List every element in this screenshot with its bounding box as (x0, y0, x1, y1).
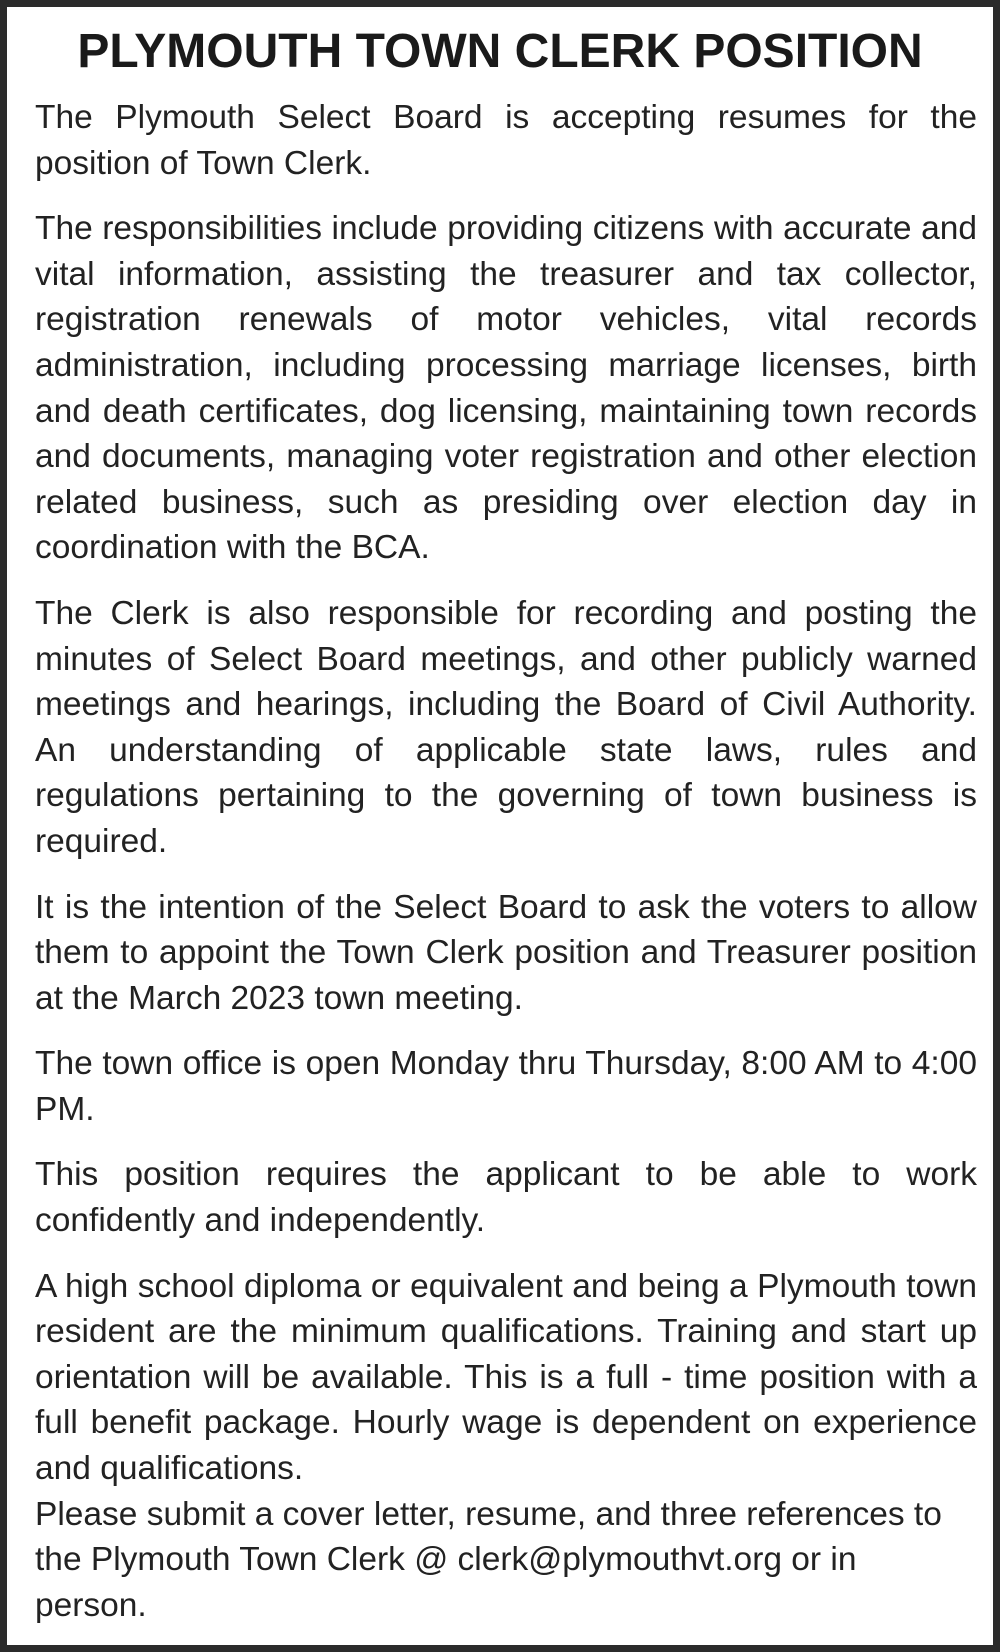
responsibilities-paragraph: The responsibilities include providing citizens with accurate and vital information, assisting the treasurer and tax collector, registration renewals of motor vehicles, vital records administration, including processing marriage licenses, birth and death certificates, dog licensing, maintaining town records and documents, managing voter registration and other election related business, such as presiding over election day in coordination with the BCA. (35, 210, 977, 567)
submission-paragraph: Please submit a cover letter, resume, and three references to the Plymouth Town Clerk @ clerk@plymouthvt.org or in person. (35, 1495, 942, 1624)
notice-title: PLYMOUTH TOWN CLERK POSITION (77, 25, 923, 78)
office-hours-paragraph: The town office is open Monday thru Thursday, 8:00 AM to 4:00 PM. (35, 1045, 977, 1128)
qualifications-paragraph: A high school diploma or equivalent and being a Plymouth town resident are the minimum qualifications. Training and start up orientation will be available. This is a full - time position with a full benefit package. Hourly wage is dependent on experience and qualifications. (35, 1267, 977, 1488)
requirements-paragraph: This position requires the applicant to be able to work confidently and independently. (35, 1156, 977, 1240)
intro-paragraph: The Plymouth Select Board is accepting resumes for the position of Town Clerk. (35, 99, 977, 182)
minutes-paragraph: The Clerk is also responsible for recording and posting the minutes of Select Board meetings, and other publicly warned meetings and hearings, including the Board of Civil Authority. An understanding of applicable state laws, rules and regulations pertaining to the governing of town business is required. (35, 594, 977, 860)
appointment-paragraph: It is the intention of the Select Board to ask the voters to allow them to appoint the Town Clerk position and Treasurer position at the March 2023 town meeting. (35, 888, 977, 1017)
notice-body (35, 95, 977, 1628)
